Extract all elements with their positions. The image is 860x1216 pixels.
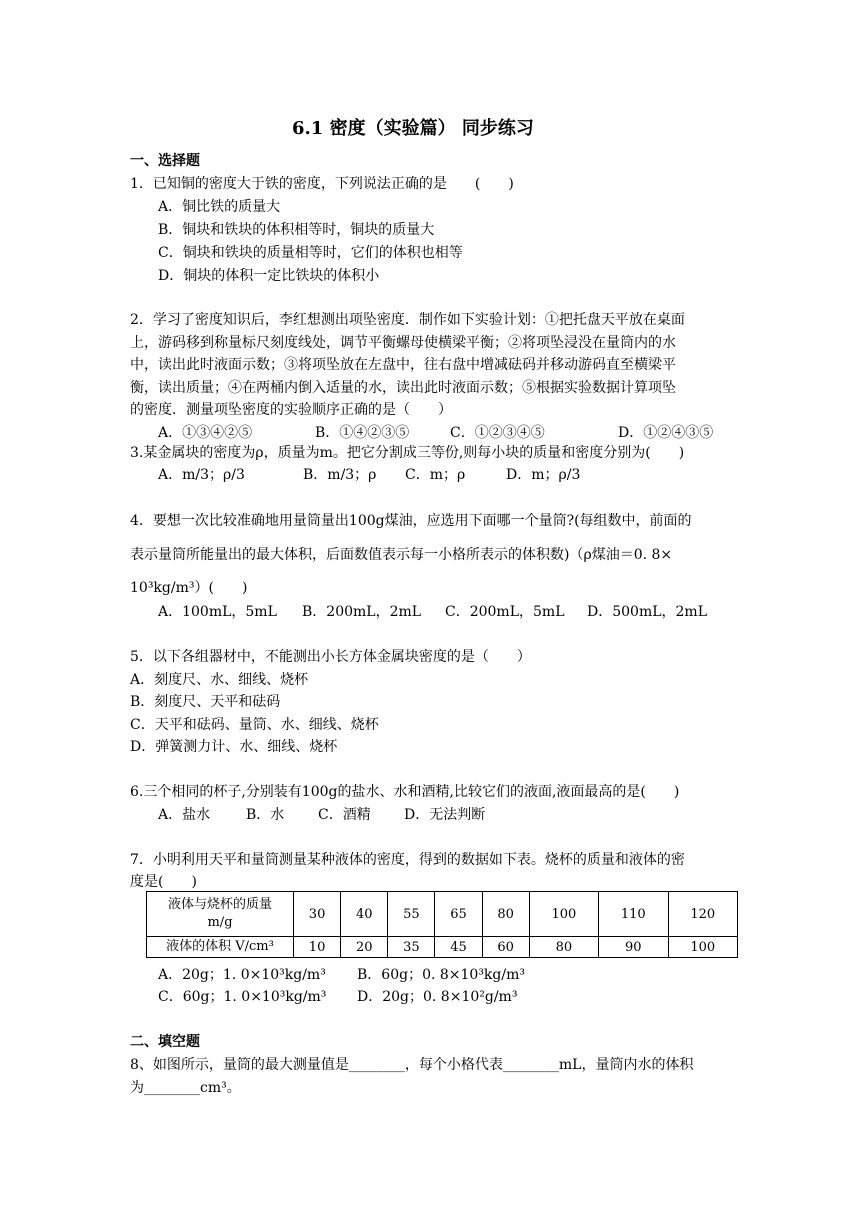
question-6-option-a: A．盐水 (158, 807, 211, 823)
question-1-option-b: B．铜块和铁块的体积相等时，铜块的质量大 (158, 222, 435, 238)
question-7-option-d: D．20g；0. 8×10²g/m³ (357, 989, 518, 1005)
table-row-header (147, 892, 294, 937)
question-5-option-b: B．刻度尺、天平和砝码 (130, 694, 281, 710)
question-2-option-c: C．①②③④⑤ (450, 425, 545, 441)
question-4-line-3: 10³kg/m³）( ) (130, 580, 248, 596)
table-cell: 10 (294, 937, 341, 958)
section-heading-fill: 二、填空题 (130, 1034, 200, 1050)
table-cell: 80 (482, 892, 529, 937)
section-heading-choice: 一、选择题 (130, 153, 200, 169)
question-8-line-2: 为________cm³。 (130, 1080, 241, 1096)
question-7-line-2: 度是( ) (130, 874, 197, 890)
table-cell: 65 (435, 892, 482, 937)
question-6-option-b: B．水 (246, 807, 285, 823)
table-cell: 45 (435, 937, 482, 958)
question-2-option-a: A．①③④②⑤ (158, 425, 253, 441)
table-cell: 40 (341, 892, 388, 937)
table-row (147, 937, 738, 958)
question-5-option-d: D．弹簧测力计、水、细线、烧杯 (130, 739, 338, 755)
question-7-option-a: A．20g；1. 0×10³kg/m³ (158, 967, 326, 983)
question-2-option-d: D．①②④③⑤ (618, 425, 714, 441)
question-7-option-b: B．60g；0. 8×10³kg/m³ (357, 967, 525, 983)
question-4-line-2: 表示量筒所能量出的最大体积，后面数值表示每一小格所表示的体积数)（ρ煤油＝0. 8× (130, 547, 673, 563)
table-header-volume: 液体的体积 V/cm³ (147, 937, 294, 958)
question-6-option-c: C．酒精 (318, 807, 371, 823)
table-header-mass-unit: m/g (207, 915, 233, 930)
question-3-option-a: A．m/3；ρ/3 (158, 467, 245, 483)
table-cell: 90 (599, 937, 668, 958)
question-1-stem: 1．已知铜的密度大于铁的密度，下列说法正确的是 ( ) (130, 176, 514, 192)
question-2-line-1: 2．学习了密度知识后，李红想测出项坠密度．制作如下实验计划：①把托盘天平放在桌面 (130, 312, 685, 328)
table-cell: 110 (599, 892, 668, 937)
question-4-option-d: D．500mL，2mL (587, 604, 707, 620)
question-4-option-b: B．200mL，2mL (302, 604, 422, 620)
table-cell: 60 (482, 937, 529, 958)
question-1-option-a: A．铜比铁的质量大 (158, 199, 281, 215)
page-title: 6.1 密度（实验篇） 同步练习 (292, 118, 534, 139)
question-1-option-d: D．铜块的体积一定比铁块的体积小 (158, 268, 380, 284)
table-cell: 30 (294, 892, 341, 937)
question-2-option-b: B．①④②③⑤ (315, 425, 410, 441)
question-4-line-1: 4．要想一次比较准确地用量筒量出100g煤油，应选用下面哪一个量筒?(每组数中，前面的 (130, 513, 692, 529)
question-2-line-5: 的密度．测量项坠密度的实验顺序正确的是（ ） (130, 402, 452, 418)
table-cell: 20 (341, 937, 388, 958)
data-table (146, 891, 738, 958)
question-3-option-d: D．m；ρ/3 (506, 467, 581, 483)
table-header-mass-label: 液体与烧杯的质量 (167, 897, 272, 912)
table-cell: 120 (668, 892, 737, 937)
question-2-line-2: 上，游码移到称量标尺刻度线处，调节平衡螺母使横梁平衡；②将项坠浸没在量筒内的水 (130, 335, 676, 351)
question-6-stem: 6.三个相同的杯子,分别装有100g的盐水、水和酒精,比较它们的液面,液面最高的是( ) (130, 784, 680, 800)
question-1-option-c: C．铜块和铁块的质量相等时，它们的体积也相等 (158, 245, 463, 261)
question-2-line-4: 衡，读出质量；④在两桶内倒入适量的水，读出此时液面示数；⑤根据实验数据计算项坠 (130, 380, 676, 396)
table-cell: 35 (388, 937, 435, 958)
question-4-option-c: C．200mL，5mL (445, 604, 565, 620)
question-5-option-a: A．刻度尺、水、细线、烧杯 (130, 672, 309, 688)
question-2-line-3: 中，读出此时液面示数；③将项坠放在左盘中，往右盘中增减砝码并移动游码直至横梁平 (130, 357, 676, 373)
table-cell: 100 (668, 937, 737, 958)
question-3-option-b: B．m/3；ρ (303, 467, 377, 483)
question-7-option-c: C．60g；1. 0×10³kg/m³ (158, 989, 327, 1005)
table-cell: 55 (388, 892, 435, 937)
table-cell: 80 (529, 937, 598, 958)
question-5-stem: 5．以下各组器材中，不能测出小长方体金属块密度的是（ ） (130, 649, 531, 665)
question-8-line-1: 8、如图所示，量筒的最大测量值是________，每个小格代表________mL，量筒内水的体积 (130, 1057, 694, 1073)
question-6-option-d: D．无法判断 (404, 807, 486, 823)
question-4-option-a: A．100mL，5mL (158, 604, 277, 620)
question-3-stem: 3.某金属块的密度为ρ，质量为m。把它分割成三等份,则每小块的质量和密度分别为( ) (130, 445, 685, 461)
table-row (147, 892, 738, 937)
question-5-option-c: C．天平和砝码、量筒、水、细线、烧杯 (130, 717, 379, 733)
question-3-option-c: C．m；ρ (405, 467, 466, 483)
table-cell: 100 (529, 892, 598, 937)
question-7-line-1: 7．小明利用天平和量筒测量某种液体的密度，得到的数据如下表。烧杯的质量和液体的密 (130, 852, 685, 868)
